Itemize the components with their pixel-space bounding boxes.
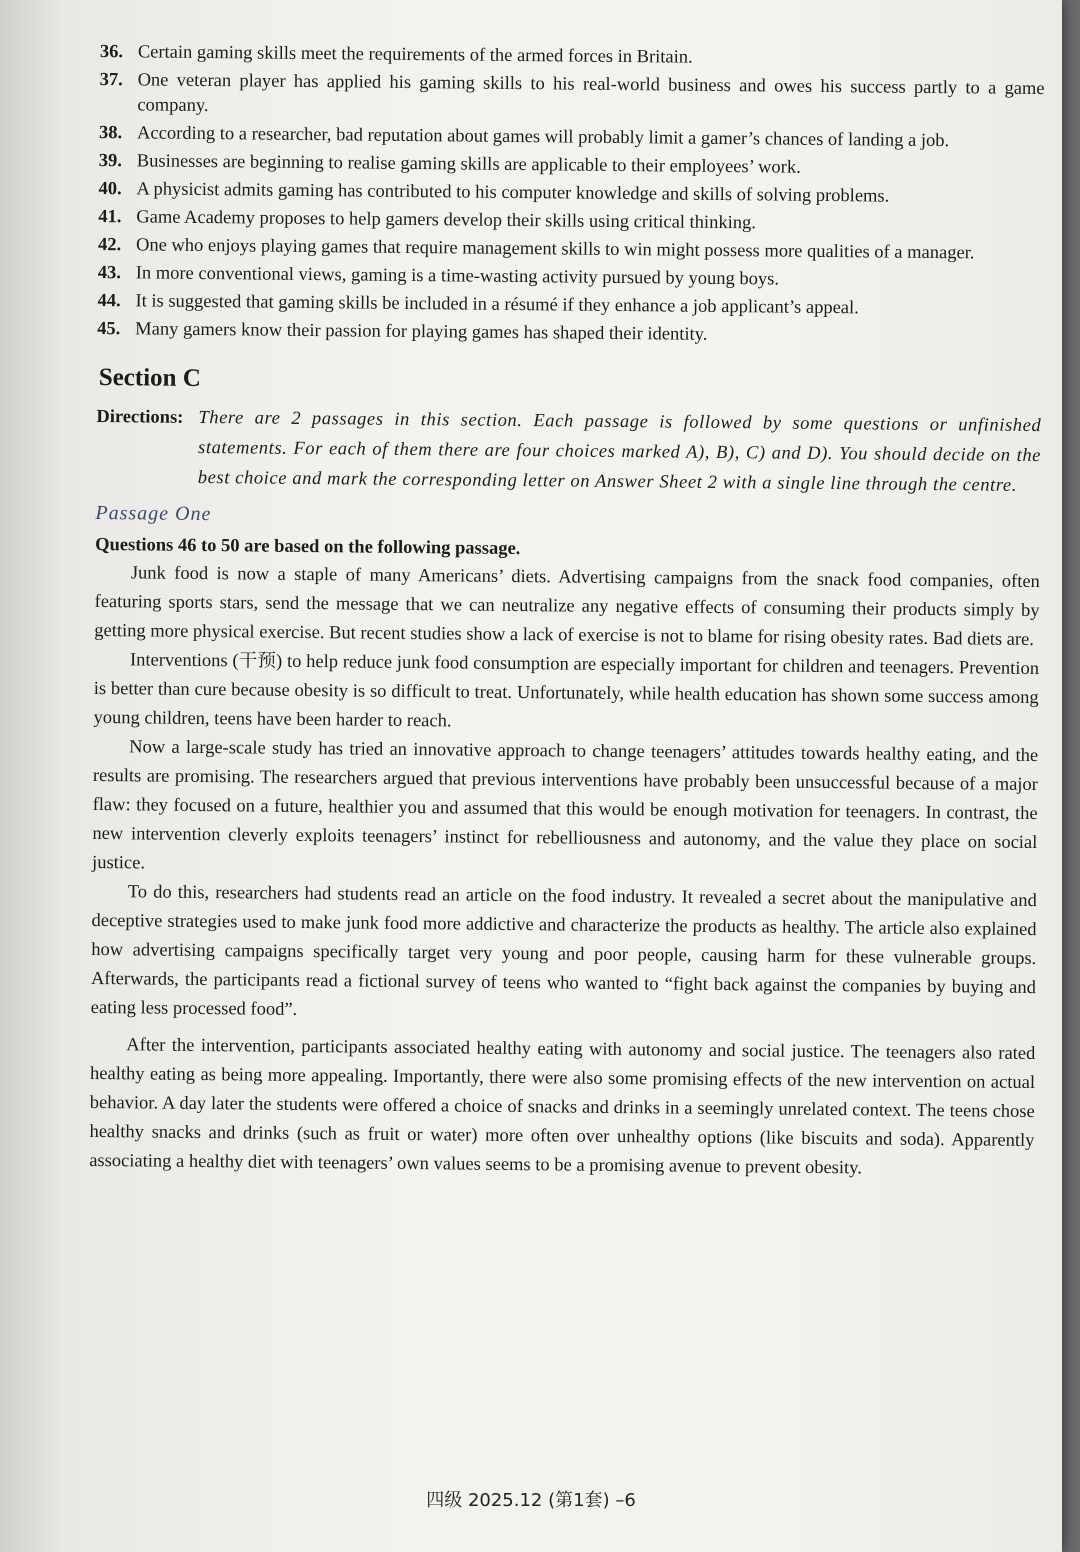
statement-number: 45. [97, 318, 121, 340]
statement-text: In more conventional views, gaming is a time-wasting activity pursued by young boys. [135, 263, 780, 290]
statement-text: Businesses are beginning to realise gaming skills are applicable to their employees’ work. [136, 151, 801, 178]
directions [96, 402, 1042, 501]
passage-paragraph: Junk food is now a staple of many Americans’ diets. Advertising campaigns from the snack food companies, often featuring sports stars, send the message that we can neutralize any negative effects of consuming their products simply by getting more physical exercise. But recent studies show a lack of exercise is not to blame for rising obesity rates. Bad diets are. [94, 563, 1040, 650]
directions-text: There are 2 passages in this section. Each passage is followed by some questions or unfinished statements. For each of them there are four choices marked A), B), C) and D). You should decide on the best choice and mark the corresponding letter on Answer Sheet 2 with a single line through the centre. [197, 407, 1042, 496]
passage-label: Passage One [95, 501, 212, 526]
statement-text: According to a researcher, bad reputation about games will probably limit a gamer’s chances of landing a job. [137, 123, 950, 152]
statement-text: A physicist admits gaming has contributed to his computer knowledge and skills of solving problems. [136, 179, 890, 207]
statement-text: One veteran player has applied his gaming skills to his real-world business and owes his success partly to a game company. [137, 70, 1045, 117]
page-content [89, 40, 1045, 1185]
statement-number: 38. [99, 122, 123, 144]
statement-text: Many gamers know their passion for playing games has shaped their identity. [135, 319, 708, 345]
statement-number: 44. [97, 290, 121, 312]
page-footer: 四级 2025.12 (第1套) –6 [426, 1490, 636, 1511]
statement-number: 36. [99, 41, 124, 63]
passage-paragraph: To do this, researchers had students read an article on the food industry. It revealed a secret about the manipulative and deceptive strategies used to make junk food more addictive and characterize the products as healthy. The article also explained how advertising campaigns specifically target very young and poor people, causing harm for these vulnerable groups. Afterwards, the participants read a fictional survey of teens who wanted to “fight back against the companies by buying and eating less processed food”. [90, 882, 1037, 1020]
statement-text: It is suggested that gaming skills be included in a résumé if they enhance a job applicant’s appeal. [135, 291, 859, 319]
statement-item [97, 317, 1042, 351]
statement-number: 39. [98, 150, 123, 172]
section-title: Section C [98, 364, 201, 392]
statement-number: 40. [98, 178, 122, 200]
passage-paragraph: Now a large-scale study has tried an innovative approach to change teenagers’ attitudes towards healthy eating, and the results are promising. The researchers argued that previous interventions have probably been unsuccessful because of a major flaw: they focused on a future, healthier you and assumed that this would be enough motivation for teenagers. In contrast, the new intervention cleverly exploits teenagers’ instinct for rebelliousness and autonomy, and the value they place on social justice. [92, 737, 1039, 874]
statement-number: 37. [99, 69, 123, 91]
statement-text: One who enjoys playing games that require management skills to win might possess more qualities of a manager. [135, 235, 975, 264]
directions-label: Directions: [96, 406, 184, 428]
statement-number: 42. [97, 234, 122, 256]
statement-list [97, 40, 1045, 351]
passage-paragraph: After the intervention, participants associated healthy eating with autonomy and social justice. The teenagers also rated healthy eating as being more appealing. Importantly, there were also some promising effects of the new intervention on actual behavior. A day later the students were offered a choice of snacks and drinks in a seemingly unrelated context. The teens chose healthy snacks and drinks (such as fruit or water) more often over unhealthy options (like biscuits and soda). Apparently associating a healthy diet with teenagers’ own values seems to be a promising avenue to prevent obesity. [89, 1035, 1036, 1179]
statement-item [99, 68, 1044, 127]
statement-text: Certain gaming skills meet the requirements of the armed forces in Britain. [137, 42, 693, 68]
statement-number: 43. [97, 262, 121, 284]
statement-number: 41. [98, 206, 122, 228]
statement-text: Game Academy proposes to help gamers develop their skills using critical thinking. [136, 207, 756, 234]
passage-question-heading: Questions 46 to 50 are based on the following passage. [95, 534, 521, 560]
passage-paragraph: Interventions (干预) to help reduce junk food consumption are especially important for children and teenagers. Prevention is better than cure because obesity is so difficult to treat. Unfortunately, while health education has shown some success among young children, teens have been harder to reach. [93, 650, 1040, 732]
